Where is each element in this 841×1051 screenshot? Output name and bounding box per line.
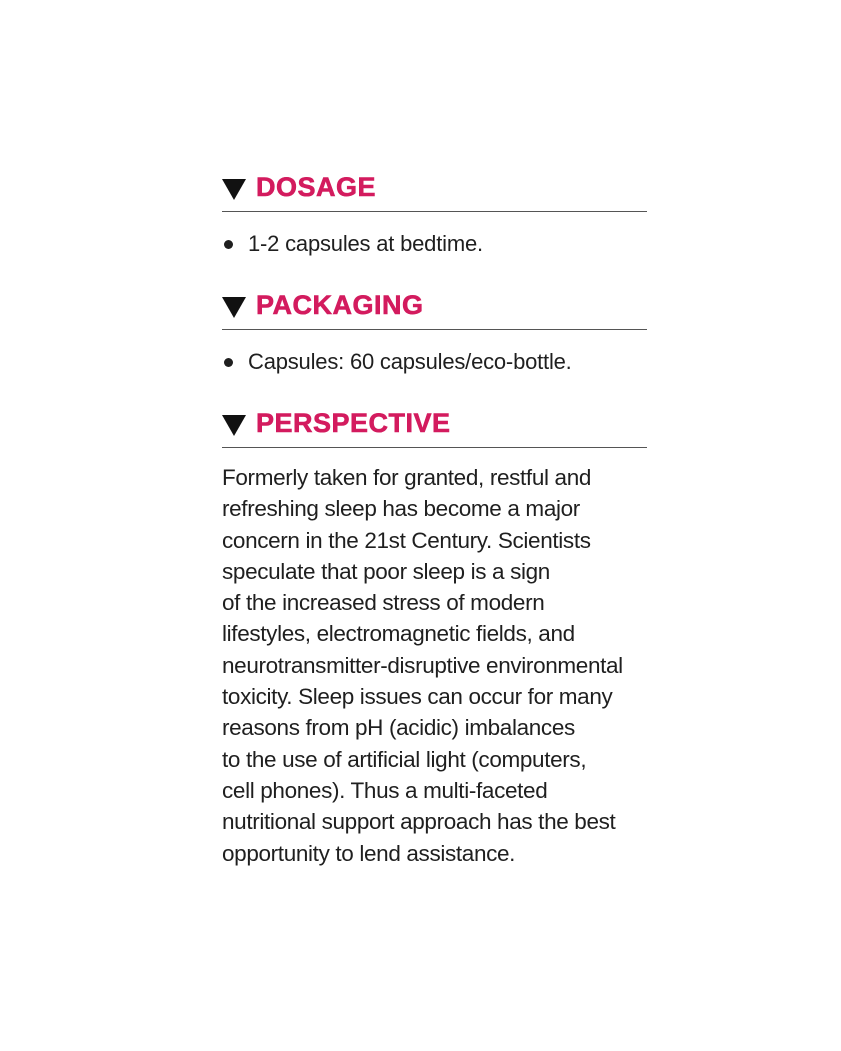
down-triangle-icon: [222, 415, 246, 436]
perspective-paragraph: [222, 462, 647, 869]
perspective-line: lifestyles, electromagnetic fields, and: [222, 621, 575, 647]
packaging-section: [222, 288, 647, 394]
perspective-line: toxicity. Sleep issues can occur for many: [222, 684, 613, 710]
perspective-header: [222, 406, 647, 448]
perspective-line: speculate that poor sleep is a sign: [222, 558, 550, 584]
dosage-title: DOSAGE: [256, 171, 377, 202]
perspective-line: cell phones). Thus a multi-faceted: [222, 777, 548, 803]
perspective-line: refreshing sleep has become a major: [222, 496, 580, 522]
product-info-panel: [222, 170, 647, 869]
perspective-title: PERSPECTIVE: [256, 407, 451, 438]
packaging-bullet-text: Capsules: 60 capsules/eco-bottle.: [248, 349, 572, 374]
packaging-bullet: [222, 330, 647, 394]
perspective-line: opportunity to lend assistance.: [222, 840, 516, 866]
perspective-line: neurotransmitter-disruptive environmental: [222, 652, 623, 678]
perspective-line: concern in the 21st Century. Scientists: [222, 527, 591, 553]
perspective-line: of the increased stress of modern: [222, 590, 545, 616]
perspective-section: [222, 406, 647, 869]
bullet-dot-icon: [224, 358, 233, 367]
down-triangle-icon: [222, 297, 246, 318]
packaging-header: [222, 288, 647, 330]
perspective-line: to the use of artificial light (computers,: [222, 746, 587, 772]
bullet-dot-icon: [224, 240, 233, 249]
dosage-bullet: [222, 212, 647, 276]
perspective-line: nutritional support approach has the best: [222, 809, 616, 835]
down-triangle-icon: [222, 179, 246, 200]
packaging-title: PACKAGING: [256, 289, 424, 320]
dosage-header: [222, 170, 647, 212]
dosage-section: [222, 170, 647, 276]
perspective-line: Formerly taken for granted, restful and: [222, 465, 592, 490]
dosage-bullet-text: 1-2 capsules at bedtime.: [248, 231, 483, 256]
perspective-line: reasons from pH (acidic) imbalances: [222, 715, 575, 741]
